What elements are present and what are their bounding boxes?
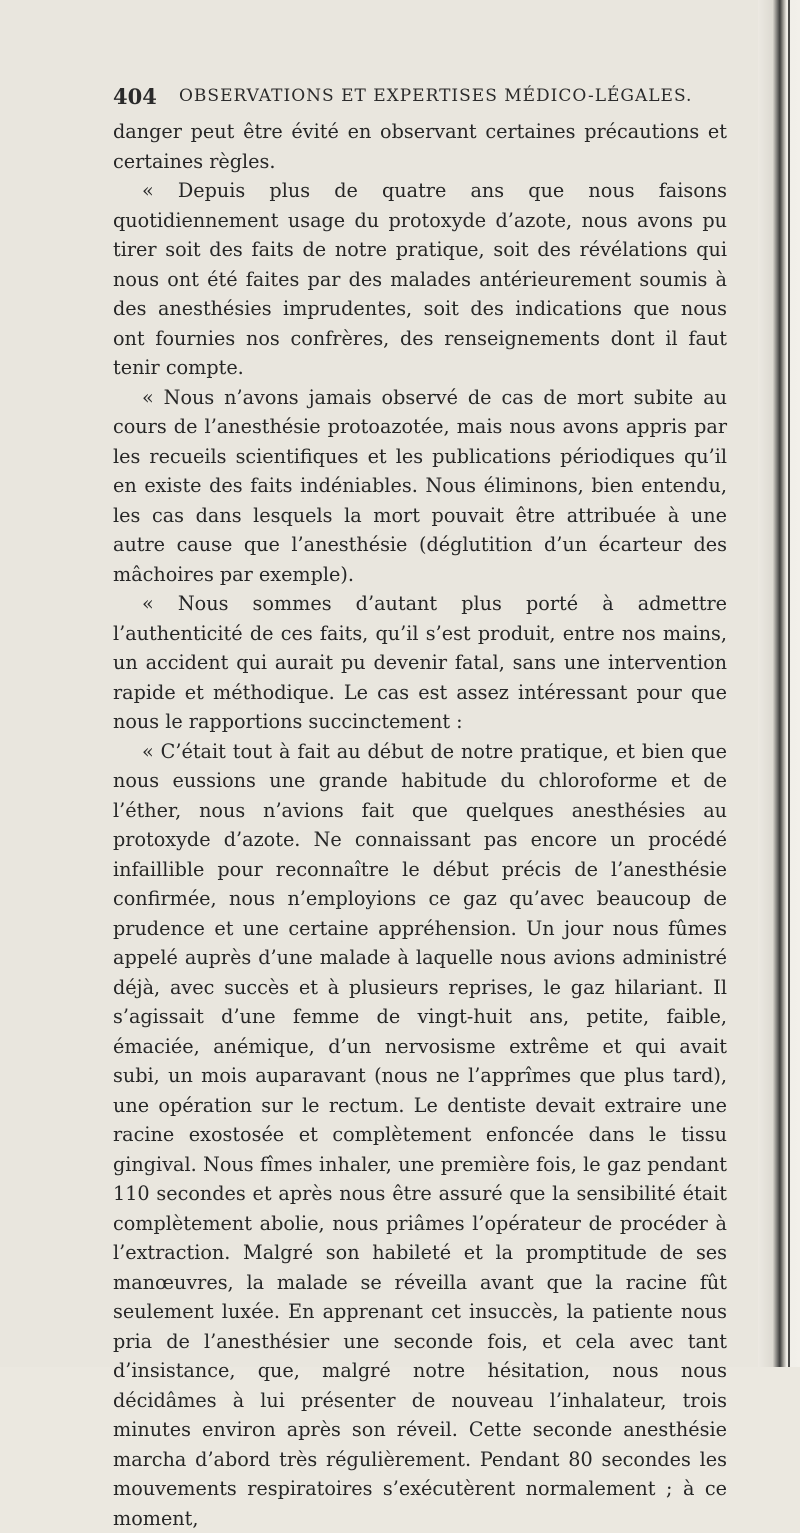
- paragraph: « Depuis plus de quatre ans que nous faisons quotidiennement usage du protoxyde d’azote, nous avons pu tirer soit des faits de notre pratique, soit des révélations qui nous ont été faites par des malades antérieurement soumis à des anesthésies imprudentes, soit des indications que nous ont fournies nos confrères, des renseignements dont il faut tenir compte.: [113, 176, 727, 383]
- paragraph: « Nous n’avons jamais observé de cas de mort subite au cours de l’anesthésie protoazotée, mais nous avons appris par les recueils scientifiques et les publications périodiques qu’il en existe des faits indéniables. Nous éliminons, bien entendu, les cas dans lesquels la mort pouvait être attribuée à une autre cause que l’anesthésie (déglutition d’un écarteur des mâchoires par exemple).: [113, 383, 727, 590]
- page-number: 404: [113, 84, 157, 109]
- paragraph: « C’était tout à fait au début de notre pratique, et bien que nous eussions une grande habitude du chloroforme et de l’éther, nous n’avions fait que quelques anesthésies au protoxyde d’azote. Ne connaissant pas encore un procédé infaillible pour reconnaître le début précis de l’anesthésie confirmée, nous n’employions ce gaz qu’avec beaucoup de prudence et une certaine appréhension. Un jour nous fûmes appelé auprès d’une malade à laquelle nous avions administré déjà, avec succès et à plusieurs reprises, le gaz hilariant. Il s’agissait d’une femme de vingt-huit ans, petite, faible, émaciée, anémique, d’un nervosisme extrême et qui avait subi, un mois auparavant (nous ne l’apprîmes que plus tard), une opération sur le rectum. Le dentiste devait extraire une racine exostosée et complètement enfoncée dans le tissu gingival. Nous fîmes inhaler, une première fois, le gaz pendant 110 secondes et après nous être assuré que la sensibilité était complètement abolie, nous priâmes l’opérateur de procéder à l’extraction. Malgré son habileté et la promptitude de ses manœuvres, la malade se réveilla avant que la racine fût seulement luxée. En apprenant cet insuccès, la patiente nous pria de l’anesthésier une seconde fois, et cela avec tant d’insistance, que, malgré notre hésitation, nous nous décidâmes à lui présenter de nouveau l’inhalateur, trois minutes environ après son réveil. Cette seconde anesthésie marcha d’abord très régulièrement. Pendant 80 secondes les mouvements respiratoires s’exécutèrent normalement ; à ce moment,: [113, 737, 727, 1533]
- body-text: [113, 117, 727, 1533]
- paragraph-continuation: danger peut être évité en observant certaines précautions et certaines règles.: [113, 117, 727, 176]
- running-header: [113, 84, 733, 114]
- running-title: OBSERVATIONS ET EXPERTISES MÉDICO-LÉGALES.: [179, 86, 692, 106]
- page-edge: [758, 0, 800, 1367]
- paragraph: « Nous sommes d’autant plus porté à admettre l’authenticité de ces faits, qu’il s’est produit, entre nos mains, un accident qui aurait pu devenir fatal, sans une intervention rapide et méthodique. Le cas est assez intéressant pour que nous le rapportions succinctement :: [113, 589, 727, 737]
- binding-shadow: [788, 0, 790, 1367]
